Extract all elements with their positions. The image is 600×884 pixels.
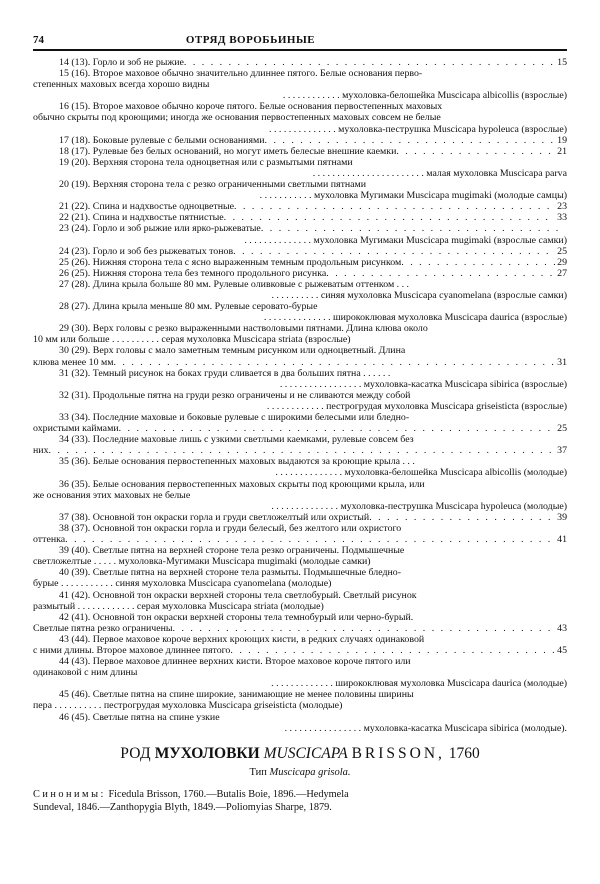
key-line: 35 (36). Белые основания первостепенных маховых выдаются за кроющие крыла . . . xyxy=(59,456,415,468)
key-line-target: 15 xyxy=(557,57,567,68)
dot-leader xyxy=(184,57,555,68)
dot-leader xyxy=(261,223,565,234)
key-line xyxy=(33,135,567,146)
identification-key xyxy=(33,57,567,734)
key-line: 42 (41). Основной тон окраски верхней стороны тела темнобурый или черно-бурый. xyxy=(59,611,414,623)
key-line xyxy=(33,423,567,434)
key-line: 31 (32). Темный рисунок на боках груди сливается в два больших пятна . . . . . . xyxy=(59,367,391,379)
key-line xyxy=(33,223,567,234)
key-line-target: 19 xyxy=(557,134,567,146)
genus-heading xyxy=(33,744,567,764)
key-line: степенных маховых всегда хорошо видны xyxy=(33,79,210,91)
dot-leader xyxy=(224,212,555,223)
key-line: 30 (29). Верх головы с мало заметным темным рисунком или одноцветный. Длина xyxy=(59,345,406,357)
key-line-text: 25 (26). Нижняя сторона тела с ясно выраженным темным продольным рисунком xyxy=(59,256,402,268)
running-title: ОТРЯД ВОРОБЬИНЫЕ xyxy=(185,34,316,46)
key-line: . . . . . . . . . . . . мухоловка-белошейка Muscicapa albicollis (взрослые) xyxy=(282,90,567,102)
key-line: 40 (39). Светлые пятна на верхней стороне тела размыты. Подмышечные бледно- xyxy=(59,567,402,579)
key-line: . . . . . . . . . . . . . . . . . . . . . . . малая мухоловка Muscicapa parva xyxy=(312,167,567,179)
key-line-target: 25 xyxy=(557,423,567,435)
key-line: . . . . . . . . . . . мухоловка Мугимаки Muscicapa mugimaki (молодые самцы) xyxy=(259,190,567,202)
key-line: 44 (43). Первое маховое длиннее верхних кисти. Второе маховое короче пятого или xyxy=(59,656,411,668)
key-line: 29 (30). Верх головы с резко выраженными настволовыми пятнами. Длина клюва около xyxy=(59,323,428,335)
key-line: 41 (42). Основной тон окраски верхней стороны тела светлобурый. Светлый рисунок xyxy=(59,589,417,601)
key-line: . . . . . . . . . . . . . ширококлювая мухоловка Muscicapa daurica (молодые) xyxy=(271,678,567,690)
key-line-text: оттенка xyxy=(33,534,66,546)
key-line-target: 45 xyxy=(557,644,567,656)
key-line: 38 (37). Основной тон окраски горла и груди белесый, без желтого или охристого xyxy=(59,522,402,534)
dot-leader xyxy=(173,623,556,634)
key-line: 15 (16). Второе маховое обычно значительно длиннее пятого. Белые основания перво- xyxy=(59,68,423,80)
key-line: обычно скрыты под кроющими; иногда же основания первостепенных маховых совсем не белые xyxy=(33,112,441,124)
key-line-text: 23 (24). Горло и зоб рыжие или ярко-рыжеватые xyxy=(59,223,261,235)
key-line: 43 (44). Первое маховое короче верхних кроющих кисти, в редких случаях одинаковой xyxy=(59,633,425,645)
dot-leader xyxy=(401,257,555,268)
key-line xyxy=(33,512,567,523)
key-line xyxy=(33,268,567,279)
dot-leader xyxy=(230,645,555,656)
key-line: светложелтые . . . . . мухоловка-Мугимаки Muscicapa mugimaki (молодые самки) xyxy=(33,556,371,568)
key-line xyxy=(33,357,567,368)
dot-leader xyxy=(233,246,555,257)
key-line-target: 23 xyxy=(557,201,567,213)
key-line xyxy=(33,201,567,212)
key-line-target xyxy=(565,223,567,234)
genus-author: BRISSON, xyxy=(351,744,445,762)
key-line: одинаковой с ним длины xyxy=(33,667,138,679)
key-line: . . . . . . . . . . . . . . мухоловка-пеструшка Muscicapa hypoleuca (взрослые) xyxy=(269,123,567,135)
key-line-text: 24 (23). Горло и зоб без рыжеватых тонов xyxy=(59,245,234,257)
dot-leader xyxy=(113,357,555,368)
key-line: . . . . . . . . . . . . . . мухоловка Мугимаки Muscicapa mugimaki (взрослые самки) xyxy=(244,234,567,246)
key-line-text: 14 (13). Горло и зоб не рыжие xyxy=(59,57,184,68)
running-header xyxy=(33,28,567,46)
type-species-name: Muscicapa grisola. xyxy=(269,766,351,778)
book-page xyxy=(33,28,567,814)
key-line-target: 31 xyxy=(557,356,567,368)
key-line xyxy=(33,246,567,257)
key-line: . . . . . . . . . . . . . . мухоловка-пеструшка Muscicapa hypoleuca (молодые) xyxy=(271,500,567,512)
key-line-text: 22 (21). Спина и надхвостье пятнистые xyxy=(59,212,224,224)
key-line-text: 37 (38). Основной тон окраски горла и груди светложелтый или охристый xyxy=(59,511,370,523)
key-line-target: 37 xyxy=(557,445,567,457)
key-line-text: Светлые пятна резко ограничены xyxy=(33,622,173,634)
key-line-text: 26 (25). Нижняя сторона тела без темного продольного рисунка xyxy=(59,267,327,279)
key-line: . . . . . . . . . . . . . . ширококлювая мухоловка Muscicapa daurica (взрослые) xyxy=(263,312,567,324)
key-line: 39 (40). Светлые пятна на верхней стороне тела резко ограничены. Подмышечные xyxy=(59,545,405,557)
key-line: размытый . . . . . . . . . . . . серая мухоловка Muscicapa striata (молодые) xyxy=(33,600,324,612)
type-label: Тип xyxy=(249,766,267,778)
synonyms-line-2: Sundeval, 1846.—Zanthopygia Blyth, 1849.—Poliomyias Sharpe, 1879. xyxy=(33,801,332,813)
key-line: же основания этих маховых не белые xyxy=(33,489,191,501)
genus-year: 1760 xyxy=(448,744,480,762)
dot-leader xyxy=(326,268,555,279)
key-line: 16 (15). Второе маховое обычно короче пятого. Белые основания первостепенных маховых xyxy=(59,101,443,113)
key-line: 34 (33). Последние маховые лишь с узкими светлыми каемками, рулевые совсем без xyxy=(59,434,414,446)
key-line: бурые . . . . . . . . . . . синяя мухоловка Muscicapa cyanomelana (молодые) xyxy=(33,578,332,590)
genus-prefix: РОД xyxy=(120,744,151,762)
key-line xyxy=(33,445,567,456)
page-number: 74 xyxy=(33,34,44,46)
key-line xyxy=(33,57,567,68)
key-line xyxy=(33,645,567,656)
key-line-target: 33 xyxy=(557,212,567,224)
dot-leader xyxy=(49,445,556,456)
key-line-target: 41 xyxy=(557,534,567,546)
key-line: . . . . . . . . . . . . . . . . . мухоловка-касатка Muscicapa sibirica (взрослые) xyxy=(279,378,567,390)
genus-name-ru: МУХОЛОВКИ xyxy=(154,744,260,762)
key-line-target: 25 xyxy=(557,245,567,257)
header-rule xyxy=(33,49,567,51)
synonyms-label: Синонимы: xyxy=(33,788,106,800)
key-line-text: 21 (22). Спина и надхвостье одноцветные xyxy=(59,201,235,213)
key-line: 36 (35). Белые основания первостепенных маховых скрыты под кроющими крыла, или xyxy=(59,478,425,490)
dot-leader xyxy=(369,512,555,523)
key-line xyxy=(33,146,567,157)
key-line-text: клюва менее 10 мм xyxy=(33,356,114,368)
key-line: пера . . . . . . . . . . пестрогрудая мухоловка Muscicapa griseisticta (молодые) xyxy=(33,700,343,712)
dot-leader xyxy=(119,423,556,434)
key-line-text: них xyxy=(33,445,49,457)
key-line: 20 (19). Верхняя сторона тела с резко ограниченными светлыми пятнами xyxy=(59,179,367,191)
key-line-target: 27 xyxy=(557,267,567,279)
key-line xyxy=(33,212,567,223)
key-line: . . . . . . . . . . синяя мухоловка Muscicapa cyanomelana (взрослые самки) xyxy=(271,289,567,301)
key-line xyxy=(33,534,567,545)
dot-leader xyxy=(265,135,556,146)
key-line: 32 (31). Продольные пятна на груди резко ограничены и не сливаются между собой xyxy=(59,389,411,401)
key-line: 46 (45). Светлые пятна на спине узкие xyxy=(59,711,220,723)
key-line: 10 мм или больше . . . . . . . . . . серая мухоловка Muscicapa striata (взрослые) xyxy=(33,334,351,346)
key-line-text: 17 (18). Боковые рулевые с белыми основаниями xyxy=(59,134,265,146)
key-line-target: 43 xyxy=(557,622,567,634)
key-line: . . . . . . . . . . . . пестрогрудая мухоловка Muscicapa griseisticta (взрослые) xyxy=(266,400,567,412)
key-line: 27 (28). Длина крыла больше 80 мм. Рулевые оливковые с рыжеватым оттенком . . . xyxy=(59,278,410,290)
key-line-text: охристыми каймами xyxy=(33,423,119,435)
dot-leader xyxy=(65,534,555,545)
genus-name-lat: MUSCICAPA xyxy=(263,744,348,762)
key-line: . . . . . . . . . . . . . . . . мухоловка-касатка Muscicapa sibirica (молодые). xyxy=(284,722,567,734)
dot-leader xyxy=(234,201,555,212)
key-line-text: 18 (17). Рулевые без белых оснований, но могут иметь белесые внешние каемки xyxy=(59,145,397,157)
key-line: 33 (34). Последние маховые и боковые рулевые с широкими белесыми или бледно- xyxy=(59,412,410,423)
key-line: . . . . . . . . . . . . . . мухоловка-белошейка Muscicapa albicollis (молодые) xyxy=(275,467,567,479)
type-species xyxy=(33,767,567,778)
key-line: 28 (27). Длина крыла меньше 80 мм. Рулевые серовато-бурые xyxy=(59,301,318,313)
key-line xyxy=(33,623,567,634)
key-line-target: 21 xyxy=(557,145,567,157)
key-line xyxy=(33,257,567,268)
key-line: 45 (46). Светлые пятна на спине широкие, занимающие не менее половины ширины xyxy=(59,689,414,701)
dot-leader xyxy=(396,146,555,157)
key-line-text: с ними длины. Второе маховое длиннее пятого xyxy=(33,644,231,656)
key-line-target: 39 xyxy=(557,511,567,523)
synonyms-line-1: Ficedula Brisson, 1760.—Butalis Boie, 1896.—Hedymela xyxy=(108,788,349,800)
synonyms-paragraph xyxy=(33,788,567,814)
key-line-target: 29 xyxy=(557,256,567,268)
key-line: 19 (20). Верхняя сторона тела одноцветная или с размытыми пятнами xyxy=(59,156,353,168)
